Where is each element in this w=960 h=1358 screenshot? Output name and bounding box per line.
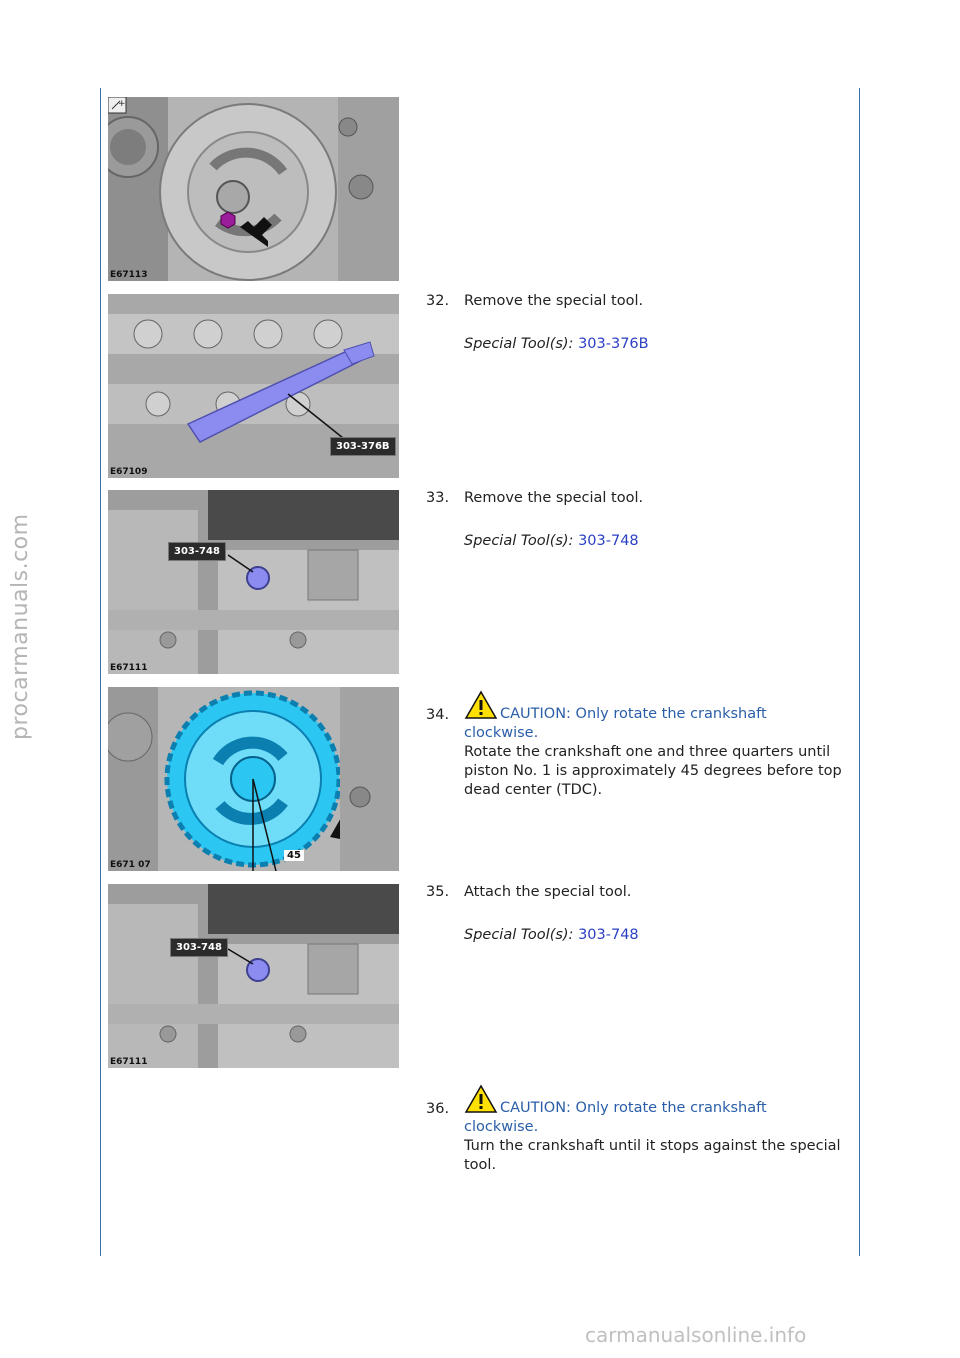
warning-triangle-icon xyxy=(464,1084,498,1114)
special-tool-line xyxy=(464,532,844,551)
step-text: Attach the special tool. xyxy=(464,884,632,900)
figure-code: E67111 xyxy=(110,663,148,673)
figure-crank-pulley-bolt xyxy=(108,97,399,281)
figure-code: E67111 xyxy=(110,1057,148,1067)
svg-text:+: + xyxy=(118,99,126,109)
step-number: 33. xyxy=(426,490,450,506)
special-tool-line xyxy=(464,926,844,945)
figure-code: E671 07 xyxy=(110,860,151,870)
figure-code: E67109 xyxy=(110,467,148,477)
left-margin-rule xyxy=(100,88,101,1256)
step-number: 36. xyxy=(426,1101,450,1117)
warning-triangle-icon xyxy=(464,690,498,720)
special-tool-link[interactable]: 303-748 xyxy=(578,927,639,943)
step-text: Turn the crankshaft until it stops against the special tool. xyxy=(464,1138,841,1173)
figure-crankshaft-rotation xyxy=(108,687,399,871)
special-tool-label: Special Tool(s): xyxy=(464,533,574,549)
figure-camshaft-tool xyxy=(108,294,399,478)
caution-text: CAUTION: Only rotate the crankshaft clockwise. xyxy=(464,706,767,741)
special-tool-link[interactable]: 303-376B xyxy=(578,336,649,352)
figure-tool-callout: 303-748 xyxy=(170,938,228,957)
angle-label: 45 xyxy=(284,850,304,861)
step-number: 32. xyxy=(426,293,450,309)
special-tool-link[interactable]: 303-748 xyxy=(578,533,639,549)
step-number: 34. xyxy=(426,707,450,723)
step-number: 35. xyxy=(426,884,450,900)
caution-text: CAUTION: Only rotate the crankshaft clockwise. xyxy=(464,1100,767,1135)
figure-tool-callout: 303-748 xyxy=(168,542,226,561)
side-watermark: procarmanuals.com xyxy=(8,513,33,740)
special-tool-label: Special Tool(s): xyxy=(464,336,574,352)
special-tool-label: Special Tool(s): xyxy=(464,927,574,943)
step-text: Remove the special tool. xyxy=(464,293,644,309)
figure-tool-callout: 303-376B xyxy=(330,437,396,456)
right-margin-rule xyxy=(859,88,860,1256)
step-text: Remove the special tool. xyxy=(464,490,644,506)
special-tool-line xyxy=(464,335,844,354)
figure-timing-peg-removal xyxy=(108,490,399,674)
figure-timing-peg-attach xyxy=(108,884,399,1068)
caution-note xyxy=(464,690,844,743)
step-text: Rotate the crankshaft one and three quarters until piston No. 1 is approximately 45 degrees before top dead center (TDC). xyxy=(464,744,842,798)
figure-code: E67113 xyxy=(110,270,148,280)
caution-note xyxy=(464,1084,844,1137)
bottom-watermark: carmanualsonline.info xyxy=(585,1323,807,1347)
